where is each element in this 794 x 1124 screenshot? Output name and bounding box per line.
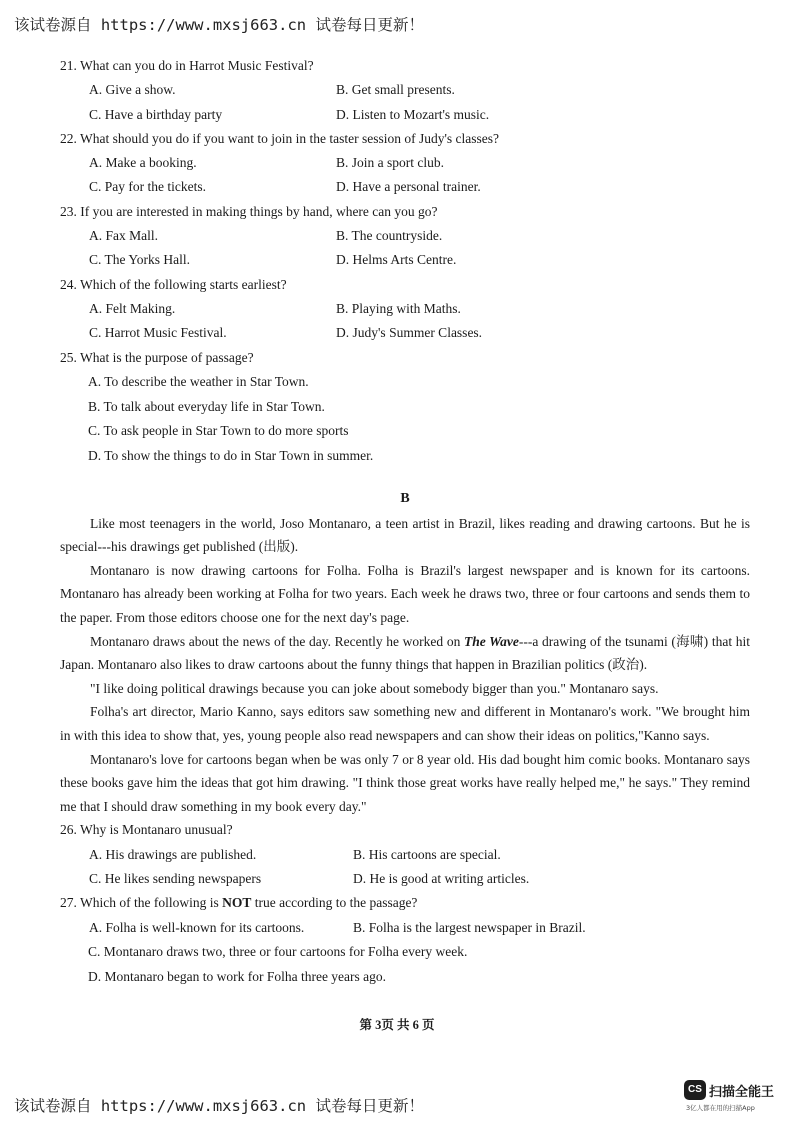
option-c: C. Pay for the tickets. xyxy=(89,179,206,195)
option-a: A. To describe the weather in Star Town. xyxy=(88,373,309,389)
scanner-tagline: 3亿人都在用的扫描App xyxy=(686,1104,755,1112)
paragraph-text: ---a drawing of the tsunami (海啸) that hit Japan. Montanaro also likes to draw cartoons about the funny things that happen in Brazilian politics (政治). xyxy=(60,633,750,673)
option-d: D. He is good at writing articles. xyxy=(353,870,530,886)
passage-paragraph: Montanaro's love for cartoons began when be was only 7 or 8 year old. His dad bought him comic books. Montanaro says these books gave him the ideas that got him drawing. "I think those great works have really helped me," he says." They remind me that I should draw something in my book every day." xyxy=(60,751,750,814)
question-23: 23. If you are interested in making things by hand, where can you go? xyxy=(60,203,438,219)
passage-paragraph xyxy=(60,630,750,677)
cs-logo-icon: CS xyxy=(684,1080,706,1100)
option-d: D. To show the things to do in Star Town in summer. xyxy=(88,447,374,463)
question-25: 25. What is the purpose of passage? xyxy=(60,349,254,365)
option-c: C. Have a birthday party xyxy=(89,106,223,122)
question-22: 22. What should you do if you want to join in the taster session of Judy's classes? xyxy=(60,130,500,146)
option-d: D. Helms Arts Centre. xyxy=(336,252,457,268)
paragraph-text: Montanaro draws about the news of the day. Recently he worked on xyxy=(90,633,464,649)
watermark-top: 该试卷源自 https://www.mxsj663.cn 试卷每日更新！ xyxy=(14,16,424,34)
options-row xyxy=(60,843,750,867)
options-row xyxy=(60,151,750,175)
passage-paragraph: Montanaro is now drawing cartoons for Folha. Folha is Brazil's largest newspaper and is known for its cartoons. Montanaro has already been working at Folha for two years. Each week he draws two, three or four cartoons and sends them to the paper. From those editors choose one for the next day's page. xyxy=(60,562,750,626)
option-a: A. His drawings are published. xyxy=(89,846,257,862)
scanner-app-name: 扫描全能王 xyxy=(709,1085,775,1100)
option-c: C. He likes sending newspapers xyxy=(89,870,262,886)
option-a: A. Felt Making. xyxy=(89,300,176,316)
option-b: B. His cartoons are special. xyxy=(353,846,501,862)
options-row xyxy=(60,175,750,199)
question-26: 26. Why is Montanaro unusual? xyxy=(60,822,233,838)
option-d: D. Have a personal trainer. xyxy=(336,179,481,195)
question-stem: true according to the passage? xyxy=(251,895,418,911)
options-row xyxy=(60,224,750,248)
not-emphasis: NOT xyxy=(222,895,252,911)
option-a: A. Fax Mall. xyxy=(89,228,158,244)
option-b: B. Get small presents. xyxy=(336,82,455,98)
option-b: B. Playing with Maths. xyxy=(336,300,461,316)
option-d: D. Listen to Mozart's music. xyxy=(336,106,490,122)
options-row xyxy=(60,321,750,345)
cartoon-title: The Wave xyxy=(463,633,519,649)
options-row xyxy=(60,867,750,891)
option-b: B. To talk about everyday life in Star Town. xyxy=(88,398,325,414)
question-21: 21. What can you do in Harrot Music Festival? xyxy=(60,58,314,73)
option-c: C. Montanaro draws two, three or four cartoons for Folha every week. xyxy=(88,943,468,959)
scanner-logo xyxy=(684,1080,790,1116)
options-row xyxy=(60,297,750,321)
question-27 xyxy=(60,891,750,915)
question-stem: 27. Which of the following is xyxy=(60,895,223,911)
question-24: 24. Which of the following starts earliest? xyxy=(60,276,287,292)
passage-paragraph: "I like doing political drawings because you can joke about somebody bigger than you." Montanaro says. xyxy=(90,680,659,696)
option-b: B. The countryside. xyxy=(336,228,443,244)
page-number: 第 3页 共 6 页 xyxy=(359,1018,435,1032)
option-c: C. To ask people in Star Town to do more sports xyxy=(88,423,349,439)
option-c: C. The Yorks Hall. xyxy=(89,252,191,268)
option-a: A. Make a booking. xyxy=(89,155,197,171)
option-a: A. Give a show. xyxy=(89,82,176,98)
options-row xyxy=(60,103,750,127)
watermark-bottom: 该试卷源自 https://www.mxsj663.cn 试卷每日更新！ xyxy=(14,1097,424,1115)
option-d: D. Montanaro began to work for Folha three years ago. xyxy=(88,968,387,984)
options-row xyxy=(60,248,750,272)
exam-content xyxy=(60,54,750,989)
options-row xyxy=(60,78,750,102)
option-b: B. Join a sport club. xyxy=(336,155,444,171)
passage-paragraph: Folha's art director, Mario Kanno, says editors saw something new and different in Montanaro's work. "We brought him in with this idea to show that, yes, young people also read newspapers and can show their ideas on politics,"Kanno says. xyxy=(60,704,750,744)
option-c: C. Harrot Music Festival. xyxy=(89,325,227,341)
options-row xyxy=(60,916,750,940)
option-a: A. Folha is well-known for its cartoons. xyxy=(89,919,305,935)
option-b: B. Folha is the largest newspaper in Brazil. xyxy=(353,919,586,935)
passage-paragraph: Like most teenagers in the world, Joso Montanaro, a teen artist in Brazil, likes reading and drawing cartoons. But he is special---his drawings get published (出版). xyxy=(60,515,750,555)
section-title: B xyxy=(400,490,410,506)
option-d: D. Judy's Summer Classes. xyxy=(336,325,483,341)
